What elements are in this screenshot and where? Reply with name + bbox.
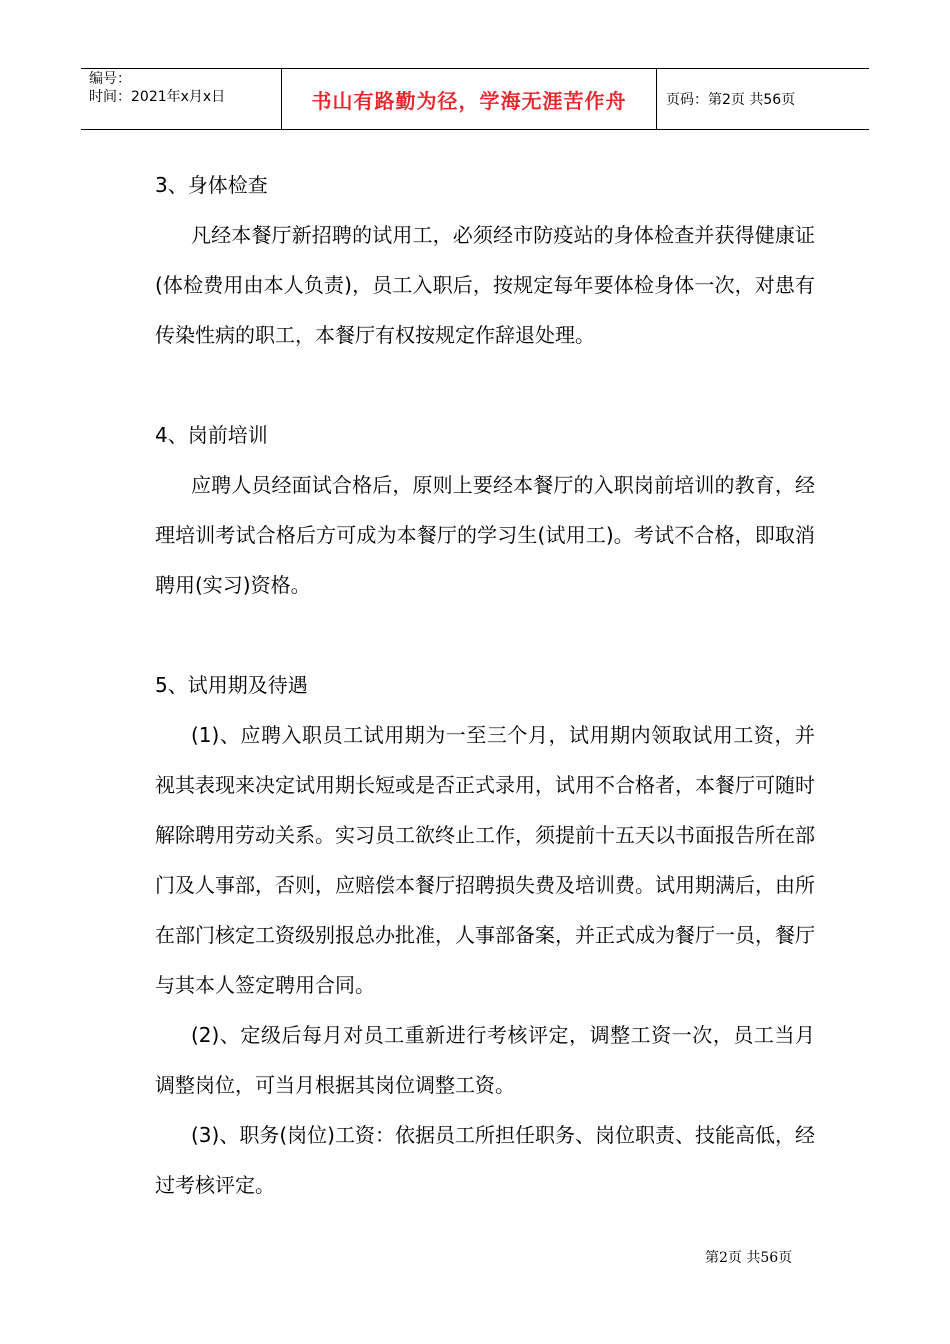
section-health-check: [155, 160, 815, 360]
document-header: [81, 68, 869, 130]
header-motto-cell: [281, 69, 657, 129]
header-page-info: 页码：第2页 共56页: [666, 92, 796, 108]
section-heading: 3、身体检查: [155, 173, 268, 197]
section-paragraph: 凡经本餐厅新招聘的试用工，必须经市防疫站的身体检查并获得健康证(体检费用由本人负责)，员工入职后，按规定每年要体检身体一次，对患有传染性病的职工，本餐厅有权按规定作辞退处理。: [155, 223, 815, 347]
header-meta-cell: [81, 69, 281, 129]
section-spacer: [155, 360, 815, 410]
document-date-label: 时间：2021年x月x日: [89, 89, 226, 105]
section-probation: [155, 660, 815, 1210]
section-spacer: [155, 610, 815, 660]
section-paragraph: (1)、应聘入职员工试用期为一至三个月，试用期内领取试用工资，并视其表现来决定试用期长短或是否正式录用，试用不合格者，本餐厅可随时解除聘用劳动关系。实习员工欲终止工作，须提前十五天以书面报告所在部门及人事部，否则，应赔偿本餐厅招聘损失费及培训费。试用期满后，由所在部门核定工资级别报总办批准，人事部备案，并正式成为餐厅一员，餐厅与其本人签定聘用合同。: [155, 723, 815, 997]
section-paragraph: 应聘人员经面试合格后，原则上要经本餐厅的入职岗前培训的教育，经理培训考试合格后方可成为本餐厅的学习生(试用工)。考试不合格，即取消聘用(实习)资格。: [155, 473, 815, 597]
section-heading: 4、岗前培训: [155, 423, 268, 447]
section-paragraph: (2)、定级后每月对员工重新进行考核评定，调整工资一次，员工当月调整岗位，可当月根据其岗位调整工资。: [155, 1023, 815, 1097]
section-pre-job-training: [155, 410, 815, 610]
document-number-label: 编号：: [89, 71, 131, 87]
header-motto: 书山有路勤为径，学海无涯苦作舟: [311, 88, 627, 113]
document-body: [155, 160, 815, 1210]
section-heading: 5、试用期及待遇: [155, 673, 308, 697]
header-page-cell: [656, 69, 869, 129]
section-paragraph: (3)、职务(岗位)工资：依据员工所担任职务、岗位职责、技能高低，经过考核评定。: [155, 1123, 815, 1197]
page-footer: 第2页 共56页: [705, 1250, 793, 1266]
